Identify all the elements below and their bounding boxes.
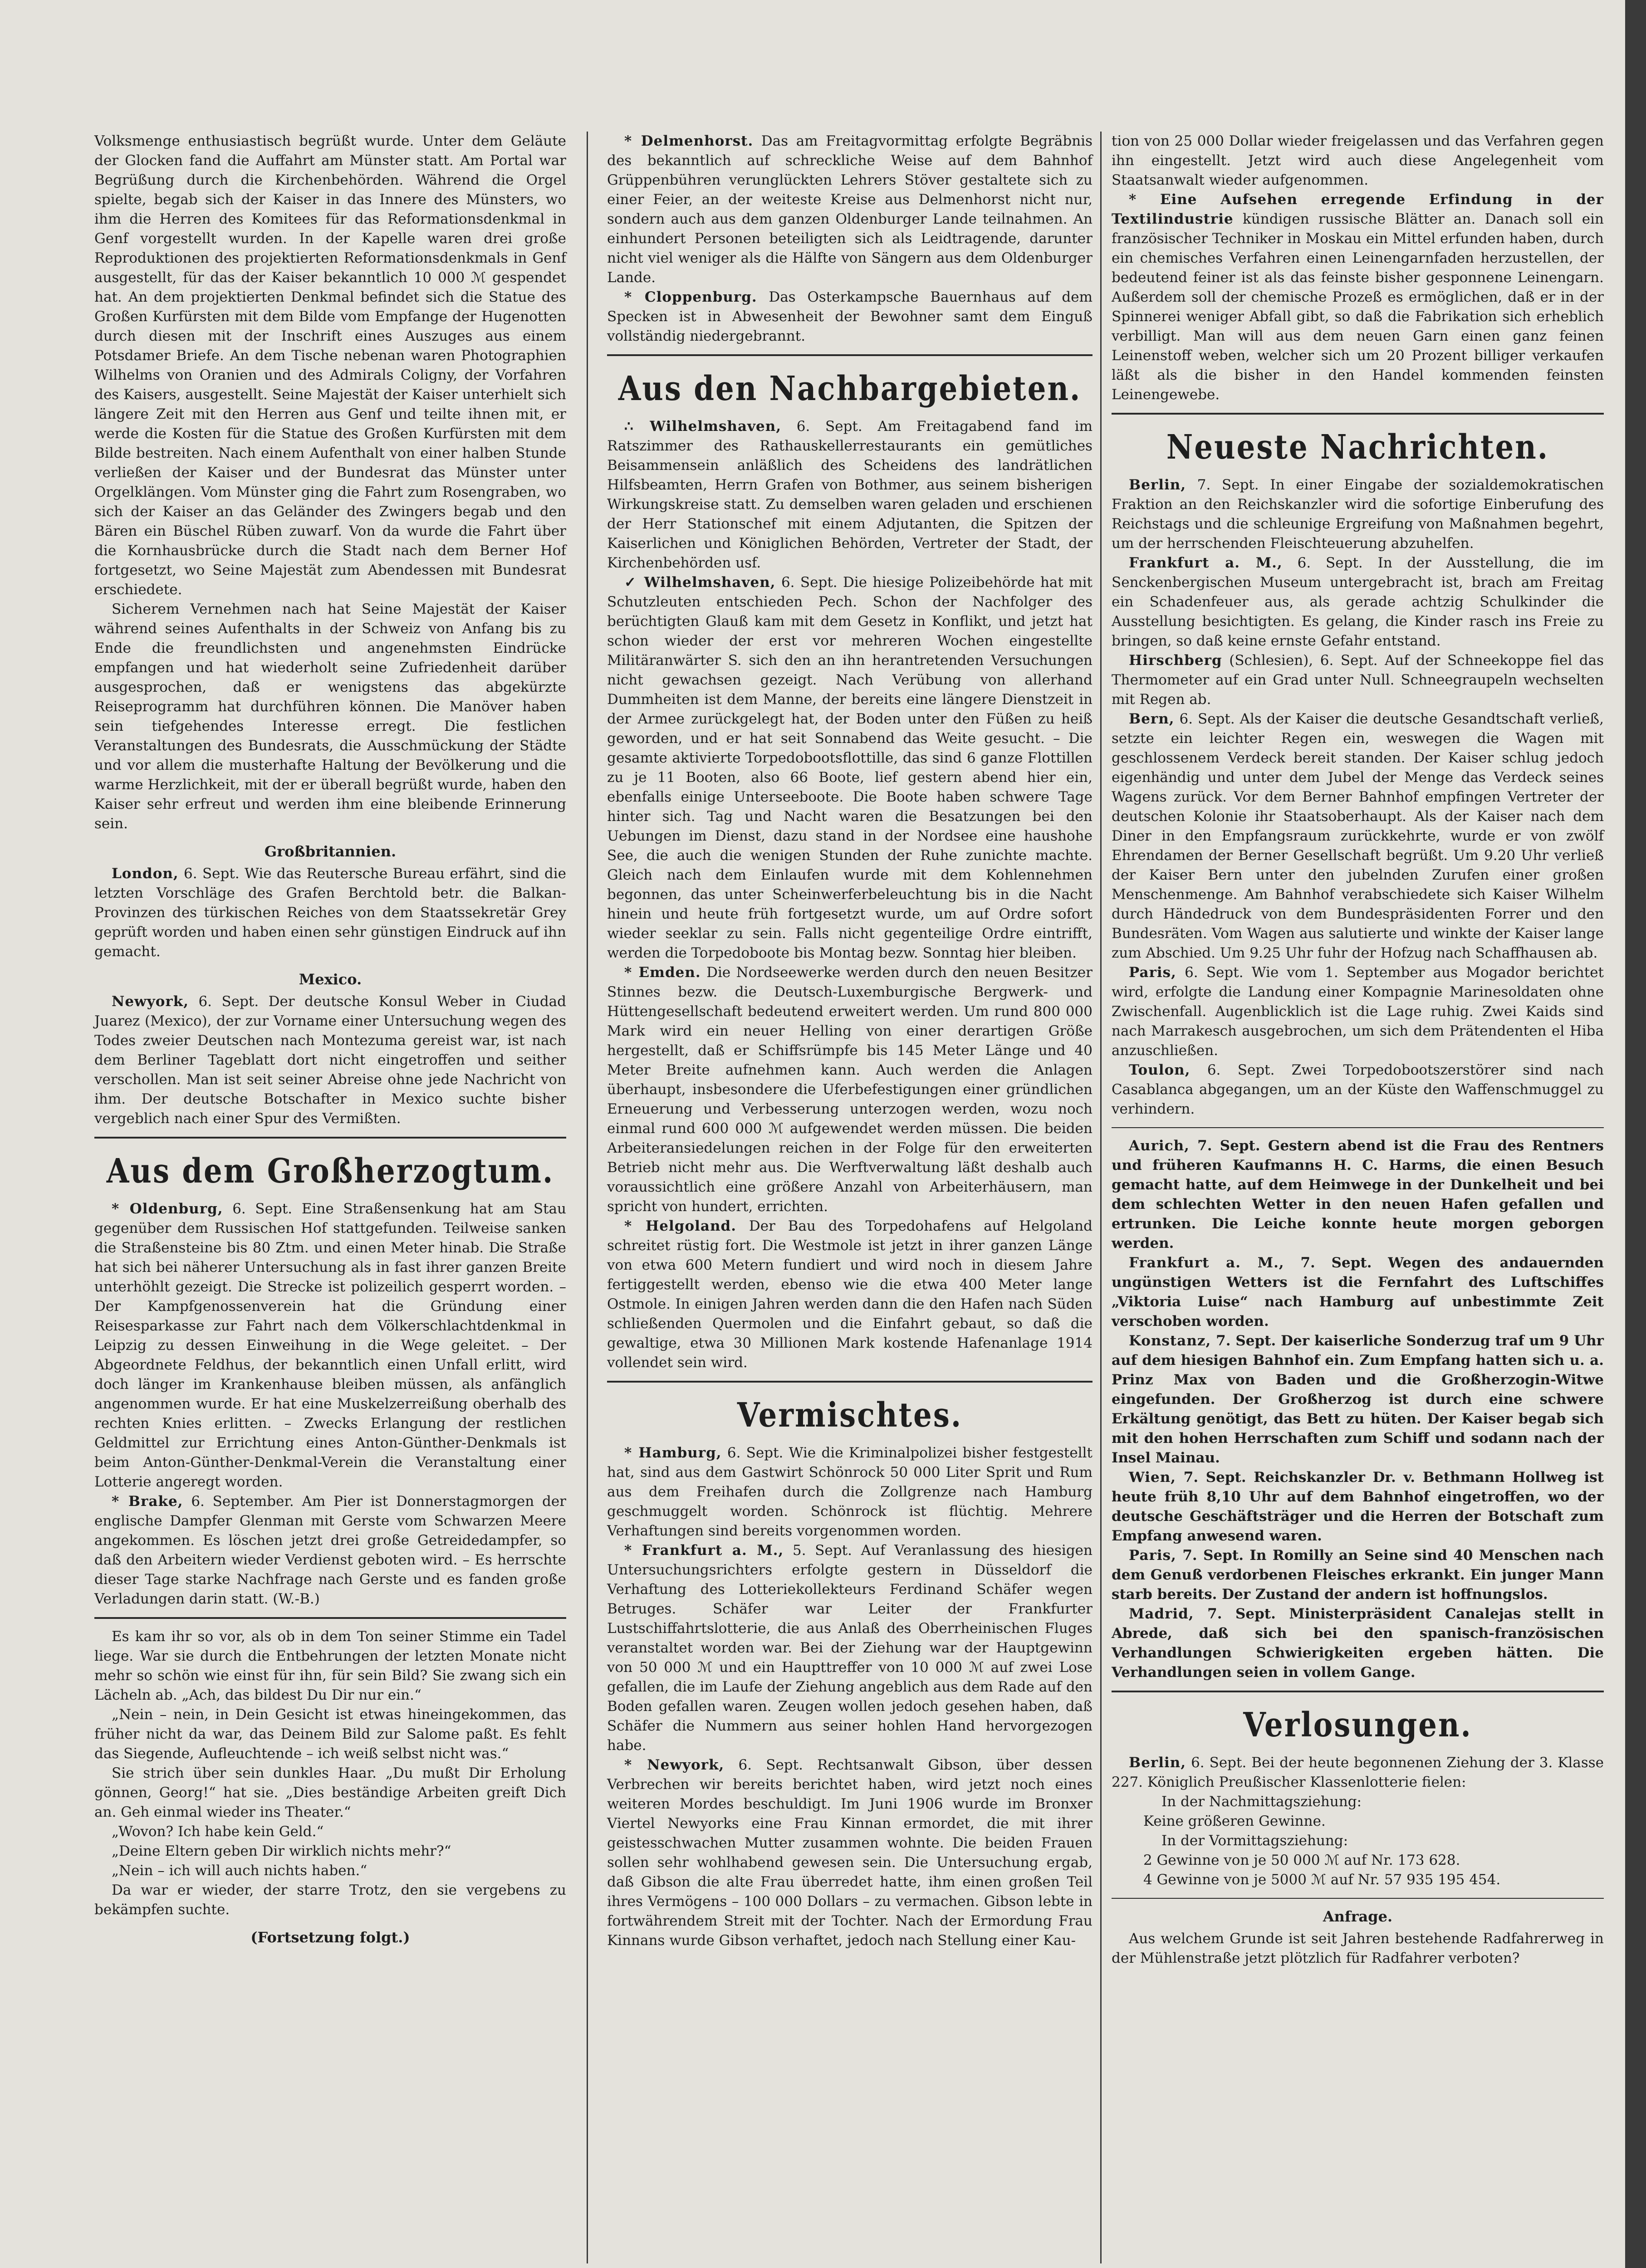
place-london: London, [112, 865, 179, 882]
article-newyork-gibson: * Newyork, 6. Sept. Rechtsanwalt Gibson, über dessen Verbrechen wir bereits berichtet haben, wird jetzt noch eines weiteren Mordes beschuldigt. Im Juni 1906 wurde im Bronxer Viertel Newyorks eine Frau Kinnan ermordet, die mit ihrer geistesschwachen Mutter zusammen wohnte. Die beiden Frauen sollen sehr wohlhabend gewesen sein. Die Untersuchung ergab, daß Gibson die alte Frau überredet hatte, ihm einen großen Teil ihres Vermögens – 100 000 Dollars – zu vermachen. Gibson lebte in fortwährendem Streit mit der Tochter. Nach der Ermordung Frau Kinnans wurde Gibson verhaftet, jedoch nach Stellung einer Kau- [607, 1757, 1092, 1949]
article-kaiser-impressions: Sicherem Vernehmen nach hat Seine Majestät der Kaiser während seines Aufenthalts in der Schweiz von Anfang bis zu Ende die freundlichsten und angenehmsten Eindrücke empfangen und hat wiederholt seine Zufriedenheit darüber ausgesprochen, daß er wenigstens das abgekürzte Reiseprogramm hat durchführen können. Die Manöver haben sein tiefgehendes Interesse erregt. Die festlichen Veranstaltungen des Bundesrats, die Ausschmückung der Städte und vor allem die musterhafte Haltung der Bevölkerung und die warme Herzlichkeit, mit der er überall begrüßt wurde, haben den Kaiser sehr erfreut und werden ihm eine bleibende Erinnerung sein. [94, 601, 566, 832]
place-emden: * Emden. [624, 964, 701, 981]
article-wien: Wien, 7. Sept. Reichskanzler Dr. v. Bethmann Hollweg ist heute früh 8,10 Uhr auf dem Bahnhof eingetroffen, wo der deutsche Geschäftsträger und die Herren der Botschaft zum Empfang anwesend waren. [1112, 1469, 1604, 1544]
place-bern: Bern, [1129, 711, 1175, 727]
article-newyork-consul: Newyork, 6. Sept. Der deutsche Konsul Weber in Ciudad Juarez (Mexico), der zur Vorname einer Untersuchung wegen des Todes zweier Deutschen nach Montezuma gereist war, ist nach dem Berliner Tageblatt dort nicht eingetroffen und seither verschollen. Man ist seit seiner Abreise ohne jede Nachricht von ihm. Der deutsche Botschafter in Mexico suchte bisher vergeblich nach einer Spur des Vermißten. [94, 993, 566, 1127]
heading-vermischtes: Vermischtes. [737, 1396, 963, 1435]
place-hamburg: * Hamburg, [624, 1445, 722, 1461]
divider [1112, 1898, 1604, 1899]
place-konstanz: Konstanz, [1129, 1333, 1211, 1349]
article-emden: * Emden. Die Nordseewerke werden durch den neuen Besitzer Stinnes bezw. die Deutsch-Luxemburgische Bergwerk- und Hüttengesellschaft bedeutend erweitert werden. Um rund 800 000 Mark wird ein neuer Helling von einer derartigen Größe hergestellt, daß er Schiffsrümpfe bis 145 Meter Länge und 40 Meter Breite aufnehmen kann. Auch werden die Anlagen überhaupt, insbesondere die Uferbefestigungen einer gründlichen Erneuerung und Verbesserung unterzogen werden, wozu noch einmal rund 600 000 ℳ aufgewendet werden müssen. Die beiden Arbeiteransiedelungen reichen in der Folge für den erweiterten Betrieb nicht mehr aus. Die Werftverwaltung läßt deshalb auch voraussichtlich eine größere Anzahl von Arbeiterhäusern, man spricht von hundert, errichten. [607, 964, 1092, 1215]
article-hamburg: * Hamburg, 6. Sept. Wie die Kriminalpolizei bisher festgestellt hat, sind aus dem Gastwirt Schönrock 50 000 Liter Sprit und Rum aus dem Freihafen durch die Zollgrenze nach Hamburg geschmuggelt worden. Schönrock ist flüchtig. Mehrere Verhaftungen sind bereits vorgenommen worden. [607, 1445, 1092, 1539]
article-lotterie: Berlin, 6. Sept. Bei der heute begonnenen Ziehung der 3. Klasse 227. Königlich Preußischer Klassenlotterie fielen: [1112, 1755, 1604, 1790]
article-textil: * Eine Aufsehen erregende Erfindung in der Textilindustrie kündigen russische Blätter an. Danach soll ein französischer Techniker in Moskau ein Mittel erfunden haben, durch ein chemisches Verfahren einen Leinengarnfaden herzustellen, der bedeutend feiner ist als das feinste bisher gesponnene Leinengarn. Außerdem soll der chemische Prozeß es ermöglichen, daß er in der Spinnerei weniger Abfall gibt, so daß die Fabrikation sich erheblich verbilligt. Man will aus dem neuen Garn einen ganz feinen Leinenstoff weben, welcher sich um 20 Prozent billiger verkaufen läßt als die bisher in den Handel kommenden feinsten Leinengewebe. [1112, 191, 1604, 403]
article-frankfurt-ausstellung: Frankfurt a. M., 6. Sept. In der Ausstellung, die im Senckenbergischen Museum untergebracht ist, brach am Freitag ein Schadenfeuer aus, als gerade achtzig Schulkinder die Ausstellung besichtigten. Es gelang, die Kinder rasch ins Freie zu bringen, so daß keine ernste Gefahr entstand. [1112, 555, 1604, 649]
article-wilhelmshaven-2: ✓ Wilhelmshaven, 6. Sept. Die hiesige Polizeibehörde hat mit Schutzleuten entschieden Pech. Schon der Nachfolger des berüchtigten Glauß kam mit dem Gesetz in Konflikt, und jetzt hat schon wieder der erst vor mehreren Wochen eingestellte Militäranwärter S. sich den an ihn herantretenden Versuchungen nicht gewachsen gezeigt. Nach Verübung von allerhand Dummheiten ist dem Manne, der bereits eine längere Dienstzeit in der Armee zurückgelegt hat, der Boden unter den Füßen zu heiß geworden, und er hat seit Sonnabend das Weite gesucht. – Die gesamte aktivierte Torpedobootsflottille, das sind 6 ganze Flottillen zu je 11 Booten, also 66 Boote, lief gestern abend hier ein, ebenfalls einige Unterseeboote. Die Boote haben schwere Tage hinter sich. Tag und Nacht waren die Besatzungen bei den Uebungen im Dienst, dazu stand in der Nordsee eine haushohe See, die auch die wenigen Stunden der Ruhe zunichte machte. Gleich nach dem Einlaufen wurde mit dem Kohlennehmen begonnen, das unter Scheinwerferbeleuchtung bis in die Nacht hinein und heute früh fortgesetzt wurde, um auf Ordre sofort wieder seeklar zu sein. Falls nicht gegenteilige Ordre eintrifft, werden die Torpedoboote bis Montag bezw. Sonntag hier bleiben. [607, 574, 1092, 961]
story-paragraph: „Nein – nein, in Dein Gesicht ist etwas hineingekommen, das früher nicht da war, das Deinem Bild zur Salome paßt. Es fehlt das Siegende, Aufleuchtende – ich weiß selbst nicht was.“ [94, 1706, 566, 1762]
article-oldenburg: * Oldenburg, 6. Sept. Eine Straßensenkung hat am Stau gegenüber dem Russischen Hof stattgefunden. Teilweise sanken die Straßensteine bis 80 Ztm. und einen Meter hinab. Die Straße hat sich bei näherer Untersuchung als in fast ihrer ganzen Breite unterhöhlt gezeigt. Die Strecke ist polizeilich gesperrt worden. – Der Kampfgenossenverein hat die Gründung einer Reisesparkasse zur Fahrt nach dem Völkerschlachtdenkmal in Leipzig zu dessen Einweihung in die Wege geleitet. – Der Abgeordnete Feldhus, der bekanntlich einen Unfall erlitt, wird doch länger im Krankenhause bleiben müssen, als anfänglich angenommen wurde. Er hat eine Muskelzerreißung oberhalb des rechten Knies erlitten. – Zwecks Erlangung der restlichen Geldmittel zur Errichtung eines Anton-Günther-Denkmals ist beim Anton-Günther-Denkmal-Verein die Veranstaltung einer Lotterie angeregt worden. [94, 1201, 566, 1490]
heading-nachbargebiete: Aus den Nachbargebieten. [618, 369, 1082, 409]
article-bern: Bern, 6. Sept. Als der Kaiser die deutsche Gesandtschaft verließ, setzte ein leichter Regen ein, weswegen die Wagen mit geschlossenem Verdeck bereit standen. Der Kaiser schlug jedoch eigenhändig und unter dem Jubel der Menge das Verdeck seines Wagens zurück. Vor dem Berner Bahnhof empfingen Vertreter der deutschen Kolonie ihr Staatsoberhaupt. Als der Kaiser nach dem Diner in den Empfangsraum zurückkehrte, wurde er von zwölf Ehrendamen der Berner Gesellschaft begrüßt. Um 9.20 Uhr verließ der Kaiser Bern unter den jubelnden Zurufen einer großen Menschenmenge. Am Bahnhof verabschiedete sich Kaiser Wilhelm durch Händedruck von dem Bundespräsidenten Forrer und den Bundesräten. Vom Wagen aus salutierte und winkte der Kaiser lange zum Abschied. Um 9.25 Uhr fuhr der Hofzug nach Schaffhausen ab. [1112, 711, 1604, 961]
column-left [94, 132, 566, 1950]
place-hirschberg: Hirschberg [1129, 652, 1222, 669]
place-helgoland: * Helgoland. [624, 1218, 737, 1234]
place-newyork: Newyork, [112, 993, 189, 1010]
story-paragraph: „Wovon? Ich habe kein Geld.“ [112, 1823, 324, 1840]
article-frankfurt-lotterie: * Frankfurt a. M., 5. Sept. Auf Veranlassung des hiesigen Untersuchungsrichters erfolgte gestern in Düsseldorf die Verhaftung des Lotteriekollekteurs Ferdinand Schäfer wegen Betruges. Schäfer war Leiter der Frankfurter Lustschiffahrtslotterie, die aus Anlaß des Oberrheinischen Fluges veranstaltet worden war. Bei der Ziehung war der Hauptgewinn von 50 000 ℳ und ein Haupttreffer von 10 000 ℳ auf zwei Lose gefallen, die im Laufe der Ziehung angeblich aus dem Rade auf den Boden gefallen waren. Zeugen wollen jedoch gesehen haben, daß Schäfer die Nummern aus seiner hohlen Hand hervorgezogen habe. [607, 1542, 1092, 1754]
place-cloppenburg: * Cloppenburg. [624, 289, 757, 305]
column-rule [587, 132, 588, 2263]
place-delmenhorst: * Delmenhorst. [624, 133, 754, 149]
article-london: London, 6. Sept. Wie das Reutersche Bureau erfährt, sind die letzten Vorschläge des Grafen Berchtold betr. die Balkan-Provinzen des türkischen Reiches von dem Staatssekretär Grey geprüft worden und haben einen sehr günstigen Eindruck auf ihn gemacht. [94, 865, 566, 960]
place-wilhelmshaven: ✓ Wilhelmshaven, [624, 574, 776, 591]
divider [94, 1137, 566, 1139]
article-brake: * Brake, 6. September. Am Pier ist Donnerstagmorgen der englische Dampfer Glenman mit Gerste vom Schwarzen Meere angekommen. Es löschen jetzt drei große Getreidedampfer, so daß den Arbeitern wieder Verdienst geboten wird. – Es herrschte dieser Tage starke Nachfrage nach Gerste und es fanden große Verladungen darin statt. (W.-B.) [94, 1493, 566, 1607]
article-frankfurt-luftschiff: Frankfurt a. M., 7. Sept. Wegen des andauernden ungünstigen Wetters ist die Fernfahrt des Luftschiffes „Viktoria Luise“ nach Hamburg auf unbestimmte Zeit verschoben worden. [1112, 1255, 1604, 1330]
article-delmenhorst: * Delmenhorst. Das am Freitagvormittag erfolgte Begräbnis des bekanntlich auf schreckliche Weise auf dem Bahnhof Grüppenbühren verunglückten Lehrers Stöver gestaltete sich zu einer Feier, an der weiteste Kreise aus Delmenhorst nicht nur, sondern auch aus dem ganzen Oldenburger Lande teilnahmen. An einhundert Personen beteiligten sich als Leidtragende, darunter nicht viel weniger als die Hälfte von Sängern aus dem Oldenburger Lande. [607, 133, 1092, 286]
heading-neueste-nachrichten: Neueste Nachrichten. [1166, 428, 1549, 467]
article-aurich: Aurich, 7. Sept. Gestern abend ist die Frau des Rentners und früheren Kaufmanns H. C. Harms, die einen Besuch gemacht hatte, auf dem Heimwege in der Dunkelheit und bei dem schlechten Wetter in den neuen Hafen gefallen und ertrunken. Die Leiche konnte heute morgen geborgen werden. [1112, 1138, 1604, 1251]
divider [1112, 1691, 1604, 1692]
divider [607, 354, 1092, 356]
article-toulon: Toulon, 6. Sept. Zwei Torpedobootszerstörer sind nach Casablanca abgegangen, um an der Küste den Waffenschmuggel zu verhindern. [1112, 1062, 1604, 1117]
article-gibson-cont: tion von 25 000 Dollar wieder freigelassen und das Verfahren gegen ihn eingestellt. Jetzt wird auch diese Angelegenheit vom Staatsanwalt wieder aufgenommen. [1112, 133, 1604, 188]
place-oldenburg: * Oldenburg, [112, 1201, 223, 1217]
lottery-line: Keine größeren Gewinne. [1143, 1813, 1326, 1829]
place-berlin: Berlin, [1129, 1755, 1186, 1771]
lottery-line: In der Vormittagsziehung: [1161, 1833, 1348, 1849]
heading-grossherzogtum: Aus dem Großherzogtum. [106, 1152, 554, 1191]
place-frankfurt: Frankfurt a. M., [1129, 1255, 1284, 1271]
story-paragraph: „Nein – ich will auch nichts haben.“ [112, 1862, 367, 1879]
article-paris-2: Paris, 7. Sept. In Romilly an Seine sind 40 Menschen nach dem Genuß verdorbenen Fleisches erkrankt. Ein junger Mann starb bereits. Der Zustand der andern ist hoffnungslos. [1112, 1547, 1604, 1603]
divider [1112, 1127, 1604, 1128]
divider [94, 1617, 566, 1619]
story-paragraph: Da war er wieder, der starre Trotz, den sie vergebens zu bekämpfen suchte. [94, 1882, 566, 1918]
divider [1112, 413, 1604, 415]
lottery-line: In der Nachmittagsziehung: [1161, 1794, 1362, 1810]
place-paris: Paris, [1129, 1547, 1176, 1564]
place-paris: Paris, [1129, 964, 1176, 981]
column-middle [607, 132, 1092, 1950]
page-edge [1625, 0, 1646, 2268]
subheading-anfrage: Anfrage. [1323, 1908, 1393, 1925]
article-wilhelmshaven-1: ∴ Wilhelmshaven, 6. Sept. Am Freitagabend fand im Ratszimmer des Rathauskellerrestaurants ein gemütliches Beisammensein anläßlich des Scheidens des landrätlichen Hilfsbeamten, Herrn Grafen von Bothmer, aus seinem bisherigen Wirkungskreise statt. Zu demselben waren geladen und erschienen der Herr Stationschef mit einem Adjutanten, die Spitzen der Kaiserlichen und Königlichen Behörden, Vertreter der Stadt, der Kirchenbehörden usf. [607, 418, 1093, 571]
place-erfindung: * Eine Aufsehen erregende Erfindung in der Textilindustrie [1112, 191, 1604, 227]
place-madrid: Madrid, [1129, 1606, 1194, 1622]
place-brake: * Brake, [112, 1493, 183, 1510]
article-madrid: Madrid, 7. Sept. Ministerpräsident Canalejas stellt in Abrede, daß sich bei den spanisch-französischen Verhandlungen Schwierigkeiten ergeben hätten. Die Verhandlungen seien in vollem Gange. [1112, 1606, 1604, 1681]
story-paragraph: Sie strich über sein dunkles Haar. „Du mußt Dir Erholung gönnen, Georg!“ hat sie. „Dies beständige Arbeiten greift Dich an. Geh einmal wieder ins Theater.“ [94, 1765, 566, 1820]
article-paris: Paris, 6. Sept. Wie vom 1. September aus Mogador berichtet wird, erfolgte die Landung einer Kompagnie Marinesoldaten ohne Zwischenfall. Augenblicklich ist die Lage ruhig. Zwei Kaids sind nach Marrakesch ausgebrochen, um sich dem Prätendenten el Hiba anzuschließen. [1112, 964, 1604, 1059]
subheading-grossbritannien: Großbritannien. [264, 843, 397, 860]
article-konstanz: Konstanz, 7. Sept. Der kaiserliche Sonderzug traf um 9 Uhr auf dem hiesigen Bahnhof ein. Zum Empfang hatten sich u. a. Prinz Max von Baden und die Großherzogin-Witwe eingefunden. Der Großherzog ist durch eine schwere Erkältung genötigt, das Bett zu hüten. Der Kaiser begab sich mit den hohen Herrschaften zum Schiff und sodann nach der Insel Mainau. [1112, 1333, 1604, 1466]
subheading-mexico: Mexico. [299, 971, 362, 988]
place-berlin: Berlin, [1129, 477, 1186, 493]
place-frankfurt: * Frankfurt a. M., [624, 1542, 784, 1559]
heading-verlosungen: Verlosungen. [1243, 1706, 1472, 1745]
divider [607, 1381, 1092, 1383]
column-right [1112, 132, 1604, 1968]
place-wilhelmshaven: ∴ Wilhelmshaven, [624, 418, 782, 435]
place-aurich: Aurich, [1129, 1138, 1190, 1154]
continuation-note: (Fortsetzung folgt.) [250, 1929, 410, 1946]
story-paragraph: „Deine Eltern geben Dir wirklich nichts mehr?“ [112, 1843, 451, 1859]
story-paragraph: Es kam ihr so vor, als ob in dem Ton seiner Stimme ein Tadel liege. War sie durch die Entbehrungen der letzten Monate nicht mehr so schön wie einst für ihn, für sein Bild? Sie zwang sich ein Lächeln ab. „Ach, das bildest Du Dir nur ein.“ [94, 1628, 566, 1703]
article-hirschberg: Hirschberg (Schlesien), 6. Sept. Auf der Schneekoppe fiel das Thermometer auf ein Grad unter Null. Schneegraupeln wechselten mit Regen ab. [1112, 652, 1604, 708]
place-wien: Wien, [1129, 1469, 1176, 1486]
place-newyork: * Newyork, [624, 1757, 725, 1773]
article-berlin: Berlin, 7. Sept. In einer Eingabe der sozialdemokratischen Fraktion an den Reichskanzler wird die sofortige Einberufung des Reichstags und die schleunige Ergreifung von Maßnahmen begehrt, um der herrschenden Fleischteuerung abzuhelfen. [1112, 477, 1604, 552]
article-cloppenburg: * Cloppenburg. Das Osterkampsche Bauernhaus auf dem Specken ist in Abwesenheit der Bewohner samt dem Einguß vollständig niedergebrannt. [607, 289, 1093, 344]
article-kaiser-bern: Volksmenge enthusiastisch begrüßt wurde. Unter dem Geläute der Glocken fand die Auffahrt am Münster statt. Am Portal war Begrüßung durch die Kirchenbehörden. Während die Orgel spielte, begab sich der Kaiser in das Innere des Münsters, wo ihm die Herren des Komitees für das Reformationsdenkmal in Genf vorgestellt wurden. In der Kapelle waren drei große Reproduktionen des projektierten Reformationsdenkmals in Genf ausgestellt, für das der Kaiser bekanntlich 10 000 ℳ gespendet hat. An dem projektierten Denkmal befindet sich die Statue des Großen Kurfürsten mit dem Bilde vom Empfange der Hugenotten durch diesen mit der Inschrift eines Auszuges aus einem Potsdamer Briefe. An dem Tische nebenan waren Photographien Wilhelms von Oranien und des Admirals Coligny, der Vorfahren des Kaisers, ausgestellt. Seine Majestät der Kaiser unterhielt sich längere Zeit mit den Herren aus Genf und teilte ihnen mit, er werde die Kosten für die Statue des Großen Kurfürsten mit dem Bilde bestreiten. Nach einem Aufenthalt von einer halben Stunde verließen der Kaiser und der Bundesrat das Münster unter Orgelklängen. Vom Münster ging die Fahrt zum Rosengraben, wo sich der Kaiser an das Geländer des Zwingers begab und den Bären ein Büschel Rüben zuwarf. Von da wurde die Fahrt über die Kornhausbrücke durch die Stadt nach dem Berner Hof fortgesetzt, wo Seine Majestät zum Abendessen mit Bundesrat erschiedete. [94, 133, 566, 598]
column-rule [1100, 132, 1102, 2263]
place-frankfurt: Frankfurt a. M., [1129, 555, 1283, 571]
article-helgoland: * Helgoland. Der Bau des Torpedohafens auf Helgoland schreitet rüstig fort. Die Westmole ist jetzt in ihrer ganzen Länge von etwa 600 Metern fundiert und wird noch in diesem Jahre fertiggestellt werden, ebenso wie die etwa 400 Meter lange Ostmole. In einigen Jahren werden dann die den Hafen nach Süden schließenden Quermolen und die Einfahrt gebaut, so daß die gewaltige, etwa 30 Millionen Mark kostende Hafenanlage 1914 vollendet sein wird. [607, 1218, 1092, 1371]
place-toulon: Toulon, [1129, 1062, 1190, 1078]
lottery-line: 4 Gewinne von je 5000 ℳ auf Nr. 57 935 195 454. [1143, 1872, 1501, 1888]
lottery-line: 2 Gewinne von je 50 000 ℳ auf Nr. 173 628. [1143, 1852, 1460, 1868]
article-anfrage: Aus welchem Grunde ist seit Jahren bestehende Radfahrerweg in der Mühlenstraße jetzt plötzlich für Radfahrer verboten? [1112, 1931, 1604, 1966]
